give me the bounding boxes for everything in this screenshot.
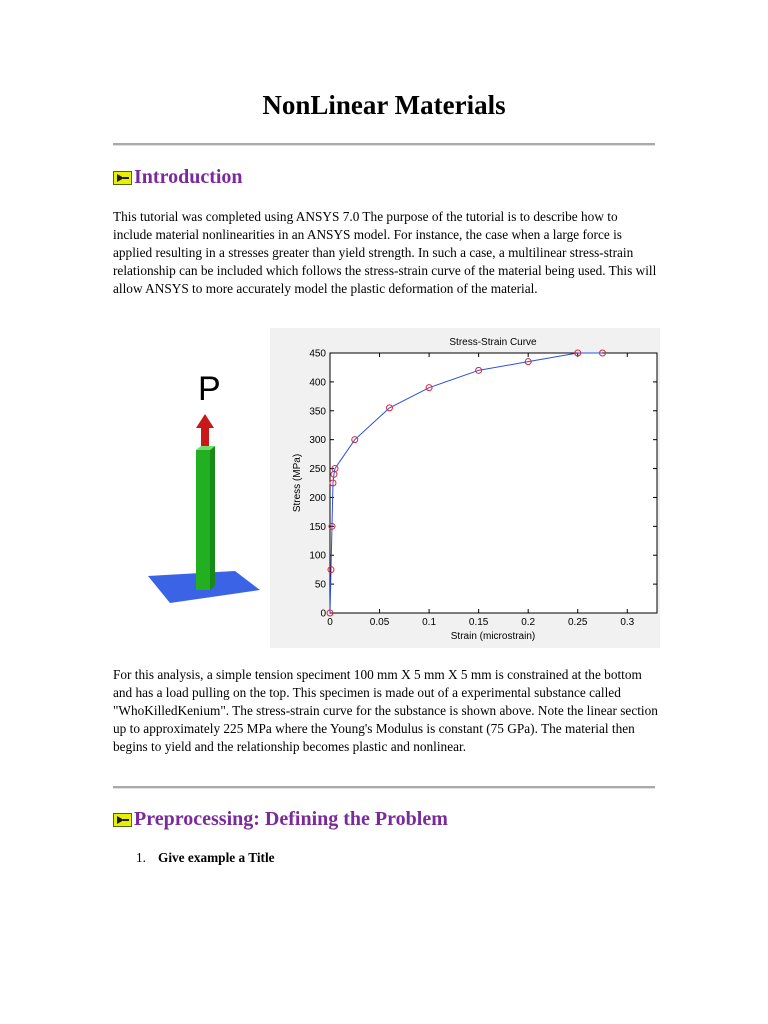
- specimen-bar-side: [210, 446, 215, 590]
- y-tick-label: 0: [320, 608, 326, 620]
- y-axis-label: Stress (MPa): [292, 453, 303, 513]
- x-tick-label: 0.05: [369, 617, 390, 628]
- y-tick-label: 200: [309, 492, 326, 504]
- section-heading-introduction: [113, 166, 243, 189]
- y-tick-label: 50: [314, 579, 326, 591]
- y-tick-label: 250: [309, 464, 326, 476]
- section-heading-text: Preprocessing: Defining the Problem: [134, 808, 448, 830]
- y-tick-label: 400: [309, 377, 326, 389]
- intro-paragraph: This tutorial was completed using ANSYS 7.0 The purpose of the tutorial is to describe how to include material nonlinearities in an ANSYS model. For instance, the case when a large force is applied resulting in a stresses greater than yield strength. In such a case, a multilinear stress-strain relationship can be included which follows the stress-strain curve of the material being used. This will allow ANSYS to more accurately model the plastic deformation of the material.: [113, 209, 657, 296]
- section-heading-preprocessing: [113, 808, 448, 831]
- y-tick-label: 300: [309, 435, 326, 447]
- load-arrow-head: [196, 414, 214, 428]
- step-item: [136, 850, 275, 866]
- x-axis-label: Strain (microstrain): [450, 631, 536, 642]
- figure: [140, 328, 660, 648]
- x-tick-label: 0.1: [422, 617, 437, 628]
- step-number: 1.: [136, 850, 146, 865]
- page-title: NonLinear Materials: [262, 90, 506, 120]
- chart-title: Stress-Strain Curve: [449, 337, 537, 348]
- x-tick-label: 0.25: [567, 617, 588, 628]
- bullet-arrow-icon: [113, 171, 132, 185]
- plot-area: [330, 353, 657, 613]
- y-tick-label: 350: [309, 406, 326, 418]
- y-tick-label: 150: [309, 521, 326, 533]
- y-tick-label: 100: [309, 550, 326, 562]
- specimen-bar: [196, 450, 210, 590]
- analysis-paragraph: For this analysis, a simple tension speciment 100 mm X 5 mm X 5 mm is constrained at the bottom and has a load pulling on the top. This specimen is made out of a experimental substance called "WhoKilledKenium". The stress-strain curve for the substance is shown above. Note the linear section up to approximately 225 MPa where the Young's Modulus is constant (75 GPa). The material then begins to yield and the relationship becomes plastic and nonlinear.: [113, 667, 658, 754]
- step-text: Give example a Title: [158, 850, 275, 865]
- x-tick-label: 0: [327, 617, 333, 628]
- y-tick-label: 450: [309, 348, 326, 360]
- x-tick-label: 0.2: [521, 617, 536, 628]
- x-tick-label: 0.3: [620, 617, 635, 628]
- divider: [113, 786, 655, 789]
- bullet-arrow-icon: [113, 813, 132, 827]
- load-arrow-shaft: [201, 428, 209, 446]
- specimen-illustration: [140, 328, 270, 628]
- section-heading-text: Introduction: [134, 166, 243, 188]
- divider: [113, 143, 655, 146]
- load-label: P: [198, 370, 221, 408]
- x-tick-label: 0.15: [468, 617, 489, 628]
- stress-strain-chart: [270, 328, 660, 648]
